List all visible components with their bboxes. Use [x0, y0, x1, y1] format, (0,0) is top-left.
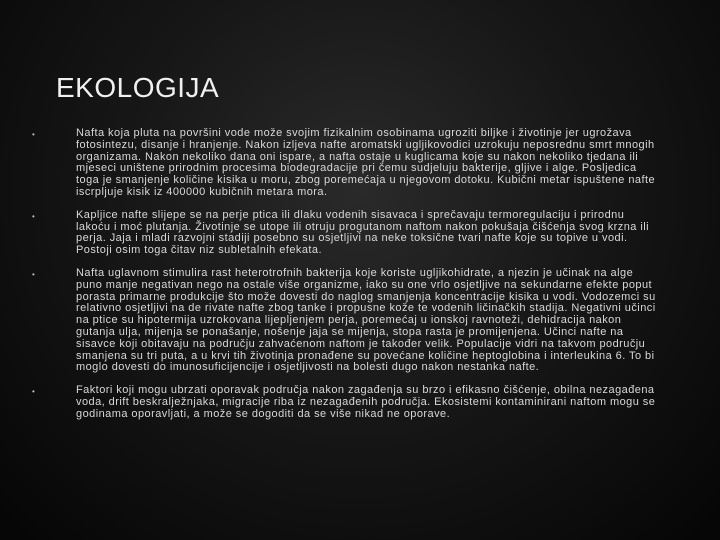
bullet-text: Faktori koji mogu ubrzati oporavak područja nakon zagađenja su brzo i efikasno čišćenje, obilna nezagađena voda, drift beskralježnjaka, migracije riba iz nezagađenih područja. Ekosistemi kontaminirani naftom mogu se godinama oporavljati, a može se dogoditi da se više nikad ne oporave.: [76, 384, 656, 420]
bullet-marker-icon: •: [32, 269, 35, 279]
slide-title: EKOLOGIJA: [56, 72, 220, 103]
bullet-list: [32, 128, 662, 432]
bullet-text: Kapljice nafte slijepe se na perje ptica ili dlaku vodenih sisavaca i sprečavaju termoregulaciju i prirodnu lakoću i moć plutanja. Životinje se utope ili otruju progutanom naftom nakon pokušaja čišćenja svog krzna ili perja. Jaja i mladi razvojni stadiji posebno su osjetljivi na neke toksične tvari nafte koje su topive u vodi. Postoji osim toga čitav niz subletalnih efekata.: [76, 208, 650, 257]
bullet-item: [32, 385, 662, 420]
bullet-marker-icon: •: [32, 130, 35, 139]
bullet-item: [32, 128, 662, 199]
bullet-text: Nafta uglavnom stimulira rast heterotrofnih bakterija koje koriste ugljikohidrate, a njezin je učinak na alge puno manje negativan nego na ostale više organizme, iako su one vrlo osjetljive na sekundarne efekte poput porasta primarne produkcije što može dovesti do naglog smanjenja koncentracije kisika u vodi. Vodozemci su relativno osjetljivi na de rivate nafte zbog tanke i propusne kože te vodenih ličinačkih stadija. Negativni učinci na ptice su hipotermija uzrokovana lijepljenjem perja, poremećaj u ionskoj ravnoteži, dehidracija nakon gutanja ulja, mijenja se ponašanje, nošenje jaja se mijenja, stopa rasta je promijenjena. Učinci nafte na sisavce koji obitavaju na području zahvaćenom naftom je također velik. Populacije vidri na takvom području smanjena su tri puta, a u krvi tih životinja pronađene su povećane količine heptoglobina i interleukina 6. To bi moglo dovesti do imunosuficijencije i osjetljivosti na bolesti dugo nakon nestanka nafte.: [76, 266, 656, 374]
bullet-text: Nafta koja pluta na površini vode može svojim fizikalnim osobinama ugroziti biljke i životinje jer ugrožava fotosintezu, disanje i hranjenje. Nakon izljeva nafte aromatski ugljikovodici uzrokuju neposrednu smrt mnogih organizama. Nakon nekoliko dana oni ispare, a nafta ostaje u kuglicama koje su nakon nekoliko tjedana ili mjeseci uništene prirodnim procesima biodegradacije pri čemu sudjeluju bakterije, gljive i alge. Posljedica toga je smanjenje količine kisika u moru, zbog poremećaja u njegovom dotoku. Kubični metar ispuštene nafte iscrpljuje kisik iz 400000 kubičnih metara mora.: [76, 127, 656, 198]
bullet-marker-icon: •: [32, 211, 35, 221]
bullet-item: [32, 210, 662, 257]
bullet-item: [32, 268, 662, 374]
bullet-marker-icon: •: [32, 387, 35, 397]
